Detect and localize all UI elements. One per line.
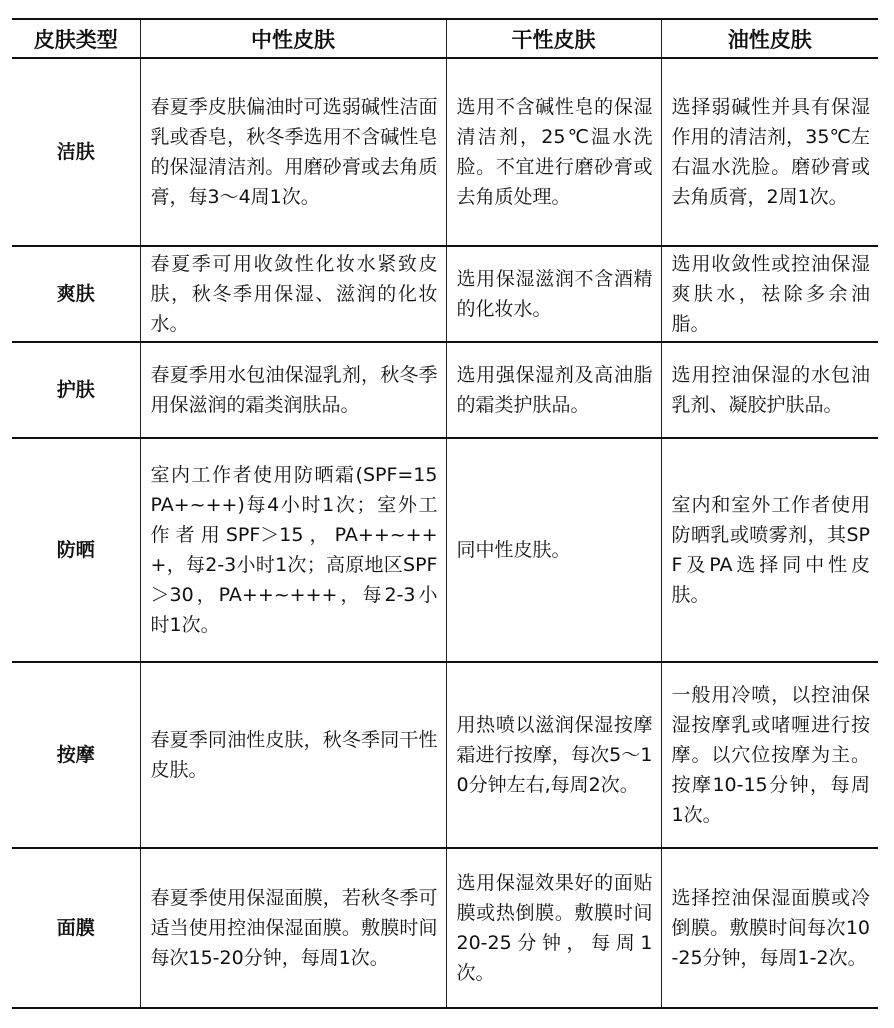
cell-dry: 选用保湿效果好的面贴膜或热倒膜。敷膜时间20-25分钟，每周1次。: [446, 848, 661, 1008]
row-label: 防晒: [12, 438, 140, 662]
cell-dry: 用热喷以滋润保湿按摩霜进行按摩，每次5～10分钟左右,每周2次。: [446, 662, 661, 848]
table-row-sunscreen: [12, 438, 878, 662]
header-skin-type: 皮肤类型: [12, 19, 140, 58]
table-row-cleansing: [12, 58, 878, 246]
header-oily-skin: 油性皮肤: [661, 19, 878, 58]
row-label: 洁肤: [12, 58, 140, 246]
header-neutral-skin: 中性皮肤: [140, 19, 446, 58]
row-label: 面膜: [12, 848, 140, 1008]
row-label: 爽肤: [12, 246, 140, 342]
cell-neutral: 春夏季使用保湿面膜，若秋冬季可适当使用控油保湿面膜。敷膜时间每次15-20分钟，每周1次。: [140, 848, 446, 1008]
cell-dry: 同中性皮肤。: [446, 438, 661, 662]
cell-oily: 一般用冷喷，以控油保湿按摩乳或啫喱进行按摩。以穴位按摩为主。按摩10-15分钟，每周1次。: [661, 662, 878, 848]
cell-oily: 选用控油保湿的水包油乳剂、凝胶护肤品。: [661, 342, 878, 438]
row-label: 按摩: [12, 662, 140, 848]
table-row-toning: [12, 246, 878, 342]
cell-dry: 选用保湿滋润不含酒精的化妆水。: [446, 246, 661, 342]
cell-oily: 选择弱碱性并具有保湿作用的清洁剂，35℃左右温水洗脸。磨砂膏或去角质膏，2周1次。: [661, 58, 878, 246]
cell-dry: 选用强保湿剂及高油脂的霜类护肤品。: [446, 342, 661, 438]
table-header-row: [12, 19, 878, 58]
header-dry-skin: 干性皮肤: [446, 19, 661, 58]
table-row-mask: [12, 848, 878, 1008]
cell-oily: 室内和室外工作者使用防晒乳或喷雾剂，其SPF及PA选择同中性皮肤。: [661, 438, 878, 662]
cell-neutral: 春夏季皮肤偏油时可选弱碱性洁面乳或香皂，秋冬季选用不含碱性皂的保湿清洁剂。用磨砂膏或去角质膏，每3～4周1次。: [140, 58, 446, 246]
table-row-massage: [12, 662, 878, 848]
cell-oily: 选用收敛性或控油保湿爽肤水，祛除多余油脂。: [661, 246, 878, 342]
cell-neutral: 春夏季用水包油保湿乳剂，秋冬季用保滋润的霜类润肤品。: [140, 342, 446, 438]
row-label: 护肤: [12, 342, 140, 438]
cell-oily: 选择控油保湿面膜或冷倒膜。敷膜时间每次10-25分钟，每周1-2次。: [661, 848, 878, 1008]
cell-neutral: 春夏季同油性皮肤，秋冬季同干性皮肤。: [140, 662, 446, 848]
cell-neutral: 春夏季可用收敛性化妆水紧致皮肤，秋冬季用保湿、滋润的化妆水。: [140, 246, 446, 342]
skin-care-table: [12, 18, 878, 1009]
table-row-moisturizing: [12, 342, 878, 438]
cell-neutral: 室内工作者使用防晒霜(SPF=15 PA+~++)每4小时1次；室外工作者用SPF＞15，PA++~+++，每2-3小时1次；高原地区SPF＞30，PA++~+++，每2-3小时1次。: [140, 438, 446, 662]
cell-dry: 选用不含碱性皂的保湿清洁剂，25℃温水洗脸。不宜进行磨砂膏或去角质处理。: [446, 58, 661, 246]
